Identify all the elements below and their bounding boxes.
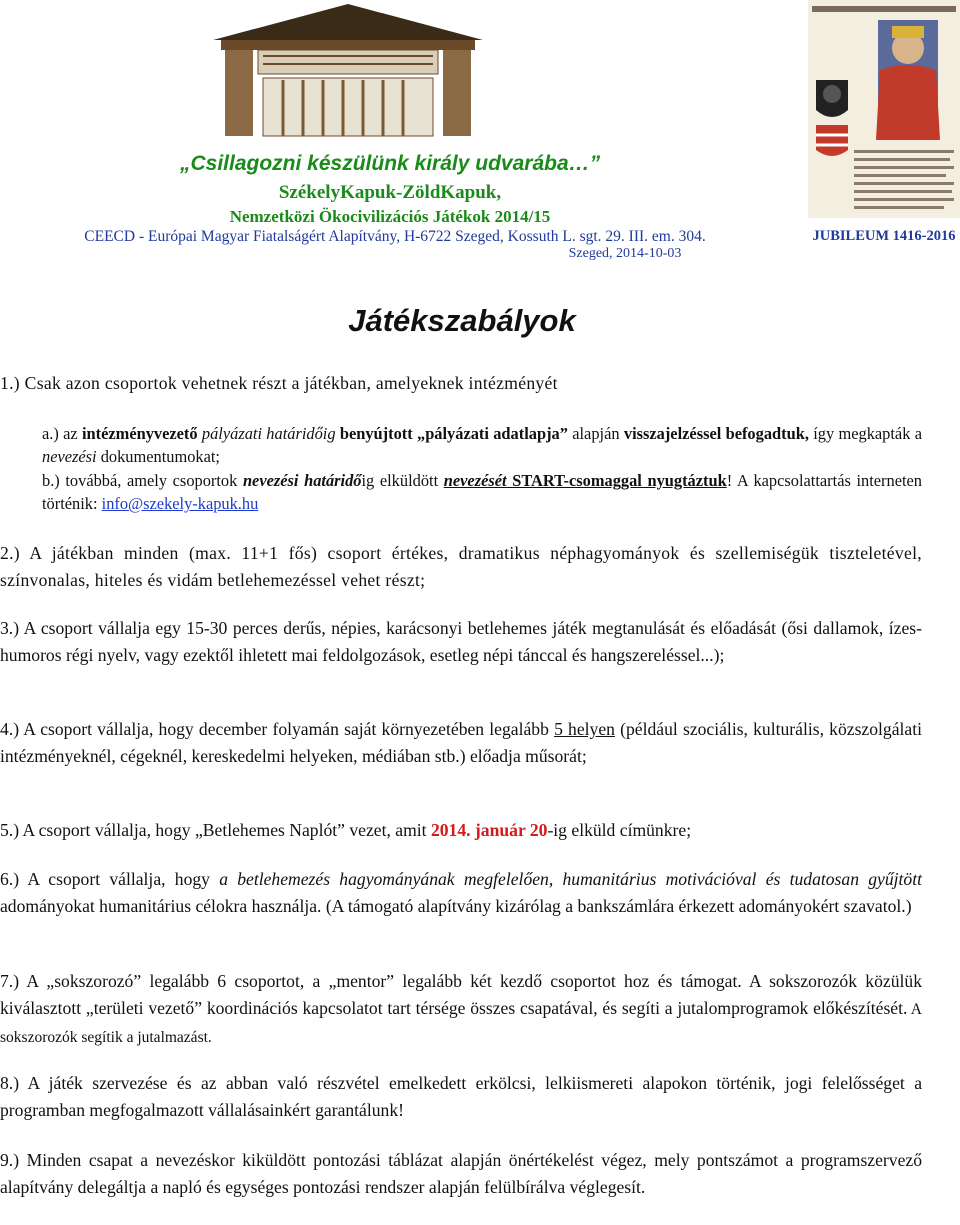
- header-place-date: Szeged, 2014-10-03: [568, 246, 682, 261]
- rule-3: 3.) A csoport vállalja egy 15-30 perces derűs, népies, karácsonyi betlehemes játék megtanulását és előadását (ősi dallamok, ízes-humoros régi nyelv, vagy ezektől ihletett mai feldolgozások, esetleg népi tánccal és hangszereléssel...);: [0, 618, 922, 665]
- header-motto: „Csillagozni készülünk király udvarába…”: [180, 152, 601, 175]
- rule-4: 4.) A csoport vállalja, hogy december folyamán saját környezetében legalább 5 helyen (például szociális, kulturális, közszolgálati intézményeknél, cégeknél, kereskedelmi helyeken, médiában stb.) előadja műsorát;: [0, 719, 922, 766]
- header-project: SzékelyKapuk-ZöldKapuk,: [278, 182, 502, 203]
- rule-1a: a.) az intézményvezető pályázati határidőig benyújtott „pályázati adatlapja” alapján visszajelzéssel befogadtuk, így megkapták a nevezési dokumentumokat;: [42, 424, 922, 466]
- rule-5: 5.) A csoport vállalja, hogy „Betlehemes Naplót” vezet, amit 2014. január 20-ig elküld címünkre;: [0, 820, 692, 840]
- rule-7: 7.) A „sokszorozó” legalább 6 csoportot, a „mentor” legalább két kezdő csoportot hoz és támogat. A sokszorozók közülük kiválasztott „területi vezető” koordinációs kapcsolatot tart térsége összes csapatával, és segíti a jutalomprogramok előkészítését. A sokszorozók segítik a jutalmazást.: [0, 971, 922, 1046]
- rule-1b: b.) továbbá, amely csoportok nevezési határidőig elküldött nevezését START-csomaggal nyugtáztuk! A kapcsolattartás interneten történik: info@szekely-kapuk.hu: [42, 471, 923, 513]
- king-manuscript-image: [808, 0, 960, 218]
- header-jubilee: JUBILEUM 1416-2016: [812, 228, 956, 244]
- rule-6: 6.) A csoport vállalja, hogy a betlehemezés hagyományának megfelelően, humanitárius motivációval és tudatosan gyűjtött adományokat humanitárius célokra használja. (A támogató alapítvány kizárólag a bankszámlára érkezett adományokért szavatol.): [0, 869, 922, 916]
- rule-9: 9.) Minden csapat a nevezéskor kiküldött pontozási táblázat alapján önértékelést végez, mely pontszámot a programszervező alapítvány delegáltja a napló és egységes pontozási rendszer alapján felülbírálva véglegesít.: [0, 1150, 922, 1197]
- rule-2: 2.) A játékban minden (max. 11+1 fős) csoport értékes, dramatikus néphagyományok és szellemiségük tiszteletével, színvonalas, hiteles és vidám betlehemezéssel vehet részt;: [0, 543, 922, 590]
- header-game: Nemzetközi Ökocivilizációs Játékok 2014/15: [229, 207, 551, 226]
- rule-8: 8.) A játék szervezése és az abban való részvétel emelkedett erkölcsi, lelkiismereti alapokon történik, jogi felelősséget a programban megfogalmazott vállalásainkért garantálunk!: [0, 1073, 922, 1120]
- email-link[interactable]: info@szekely-kapuk.hu: [101, 494, 259, 513]
- header-organization: CEECD - Európai Magyar Fiatalságért Alapítvány, H-6722 Szeged, Kossuth L. sgt. 29. III. em. 304.: [84, 228, 706, 245]
- page-title: Játékszabályok: [348, 303, 576, 338]
- rule-1: 1.) Csak azon csoportok vehetnek részt a játékban, amelyeknek intézményét: [0, 373, 558, 393]
- szekely-gate-image: [203, 0, 493, 138]
